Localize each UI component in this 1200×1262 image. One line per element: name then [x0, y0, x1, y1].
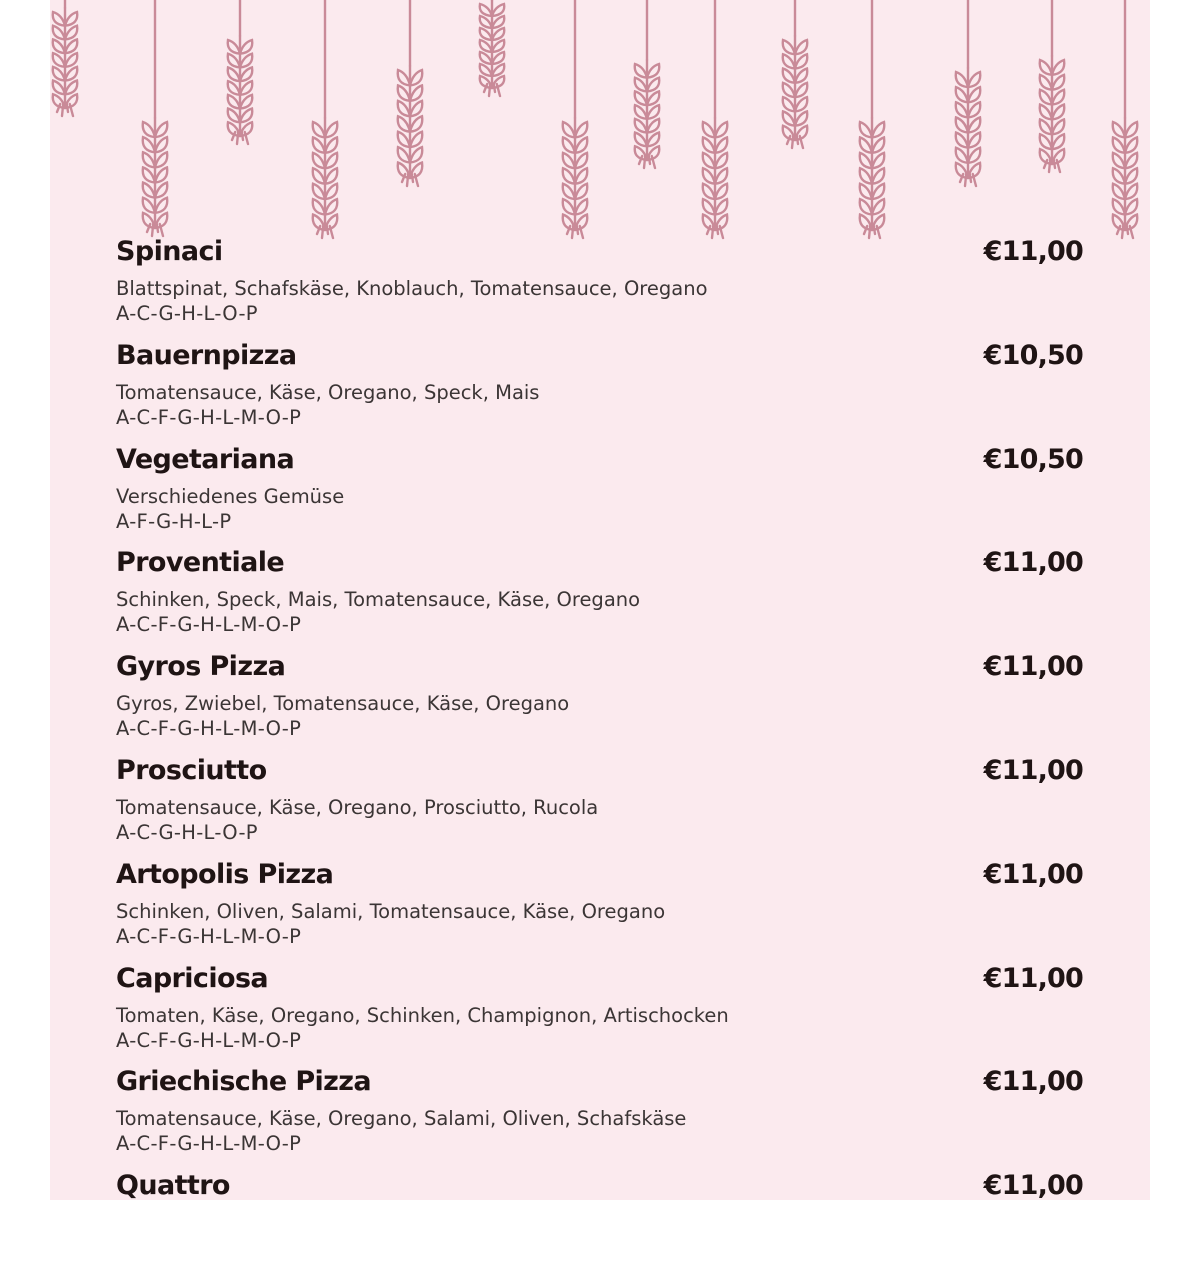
menu-item [0, 1158, 1200, 1262]
item-allergens: A-F-G-H-L-P [116, 509, 232, 533]
item-description: Tomatensauce, Käse, Oregano, Salami, Oliven, Schafskäse [116, 1107, 687, 1131]
wheat-stalk-icon [783, 0, 808, 148]
menu-item [0, 743, 1200, 847]
item-description: Tomaten, Käse, Oregano, Schinken, Champignon, Artischocken [116, 1003, 729, 1027]
wheat-stalk-icon [563, 0, 588, 238]
item-price: €11,00 [983, 1170, 1083, 1202]
item-allergens: A-C-F-G-H-L-M-O-P [116, 924, 302, 948]
wheat-decoration [0, 0, 1200, 250]
item-price: €11,00 [983, 754, 1083, 786]
item-name: Proventiale [116, 547, 285, 579]
wheat-stalk-icon [313, 0, 338, 238]
item-name: Prosciutto [116, 754, 267, 786]
item-allergens: A-C-G-H-L-O-P [116, 820, 258, 844]
wheat-stalk-icon [53, 0, 78, 116]
wheat-stalk-icon [1113, 0, 1138, 238]
item-description: Schinken, Speck, Mais, Tomatensauce, Käse, Oregano [116, 588, 641, 612]
menu-item [0, 639, 1200, 743]
item-name: Gyros Pizza [116, 651, 286, 683]
item-allergens: A-C-F-G-H-L-M-O-P [116, 1028, 302, 1052]
item-price: €11,00 [983, 236, 1083, 267]
menu-item [0, 224, 1200, 328]
item-price: €11,00 [983, 962, 1083, 994]
item-price: €11,00 [983, 858, 1083, 890]
item-description: Verschiedenes Gemüse [116, 484, 345, 508]
menu-item [0, 1054, 1200, 1158]
wheat-stalk-icon [143, 0, 168, 236]
item-allergens: A-C-F-G-H-L-M-O-P [116, 405, 302, 429]
menu-item [0, 328, 1200, 432]
item-allergens: A-C-F-G-H-L-M-O-P [116, 613, 302, 637]
item-description: Gyros, Zwiebel, Tomatensauce, Käse, Oregano [116, 692, 570, 716]
menu-item [0, 432, 1200, 536]
item-allergens: A-C-G-H-L-O-P [116, 302, 258, 325]
item-price: €10,50 [983, 339, 1083, 371]
item-description: Blattspinat, Schafskäse, Knoblauch, Tomatensauce, Oregano [116, 277, 708, 300]
wheat-stalk-icon [860, 0, 885, 238]
item-price: €11,00 [983, 1066, 1083, 1098]
item-price: €11,00 [983, 547, 1083, 579]
item-description: Tomatensauce, Käse, Oregano, Speck, Mais [116, 380, 540, 404]
wheat-stalk-icon [635, 0, 660, 168]
item-name: Quattro [116, 1170, 230, 1202]
item-description: Schinken, Oliven, Salami, Tomatensauce, Käse, Oregano [116, 899, 666, 923]
item-price: €10,50 [983, 443, 1083, 475]
menu-item [0, 847, 1200, 951]
wheat-stalk-icon [228, 0, 253, 144]
item-allergens: A-C-F-G-H-L-M-O-P [116, 717, 302, 741]
item-price: €11,00 [983, 651, 1083, 683]
item-name: Griechische Pizza [116, 1066, 372, 1098]
wheat-stalk-icon [398, 0, 423, 186]
wheat-stalk-icon [480, 0, 505, 96]
wheat-stalk-icon [1040, 0, 1065, 172]
menu-item [0, 535, 1200, 639]
item-name: Vegetariana [116, 443, 295, 475]
item-allergens: A-C-F-G-H-L-M-O-P [116, 1132, 302, 1156]
item-name: Artopolis Pizza [116, 858, 334, 890]
pizza-menu-list [0, 224, 1200, 1262]
item-description: Tomatensauce, Käse, Oregano, Prosciutto, Rucola [116, 795, 599, 819]
item-name: Bauernpizza [116, 339, 297, 371]
wheat-stalk-icon [956, 0, 981, 186]
menu-item [0, 951, 1200, 1055]
item-name: Spinaci [116, 236, 223, 267]
item-name: Capriciosa [116, 962, 269, 994]
wheat-stalk-icon [703, 0, 728, 238]
